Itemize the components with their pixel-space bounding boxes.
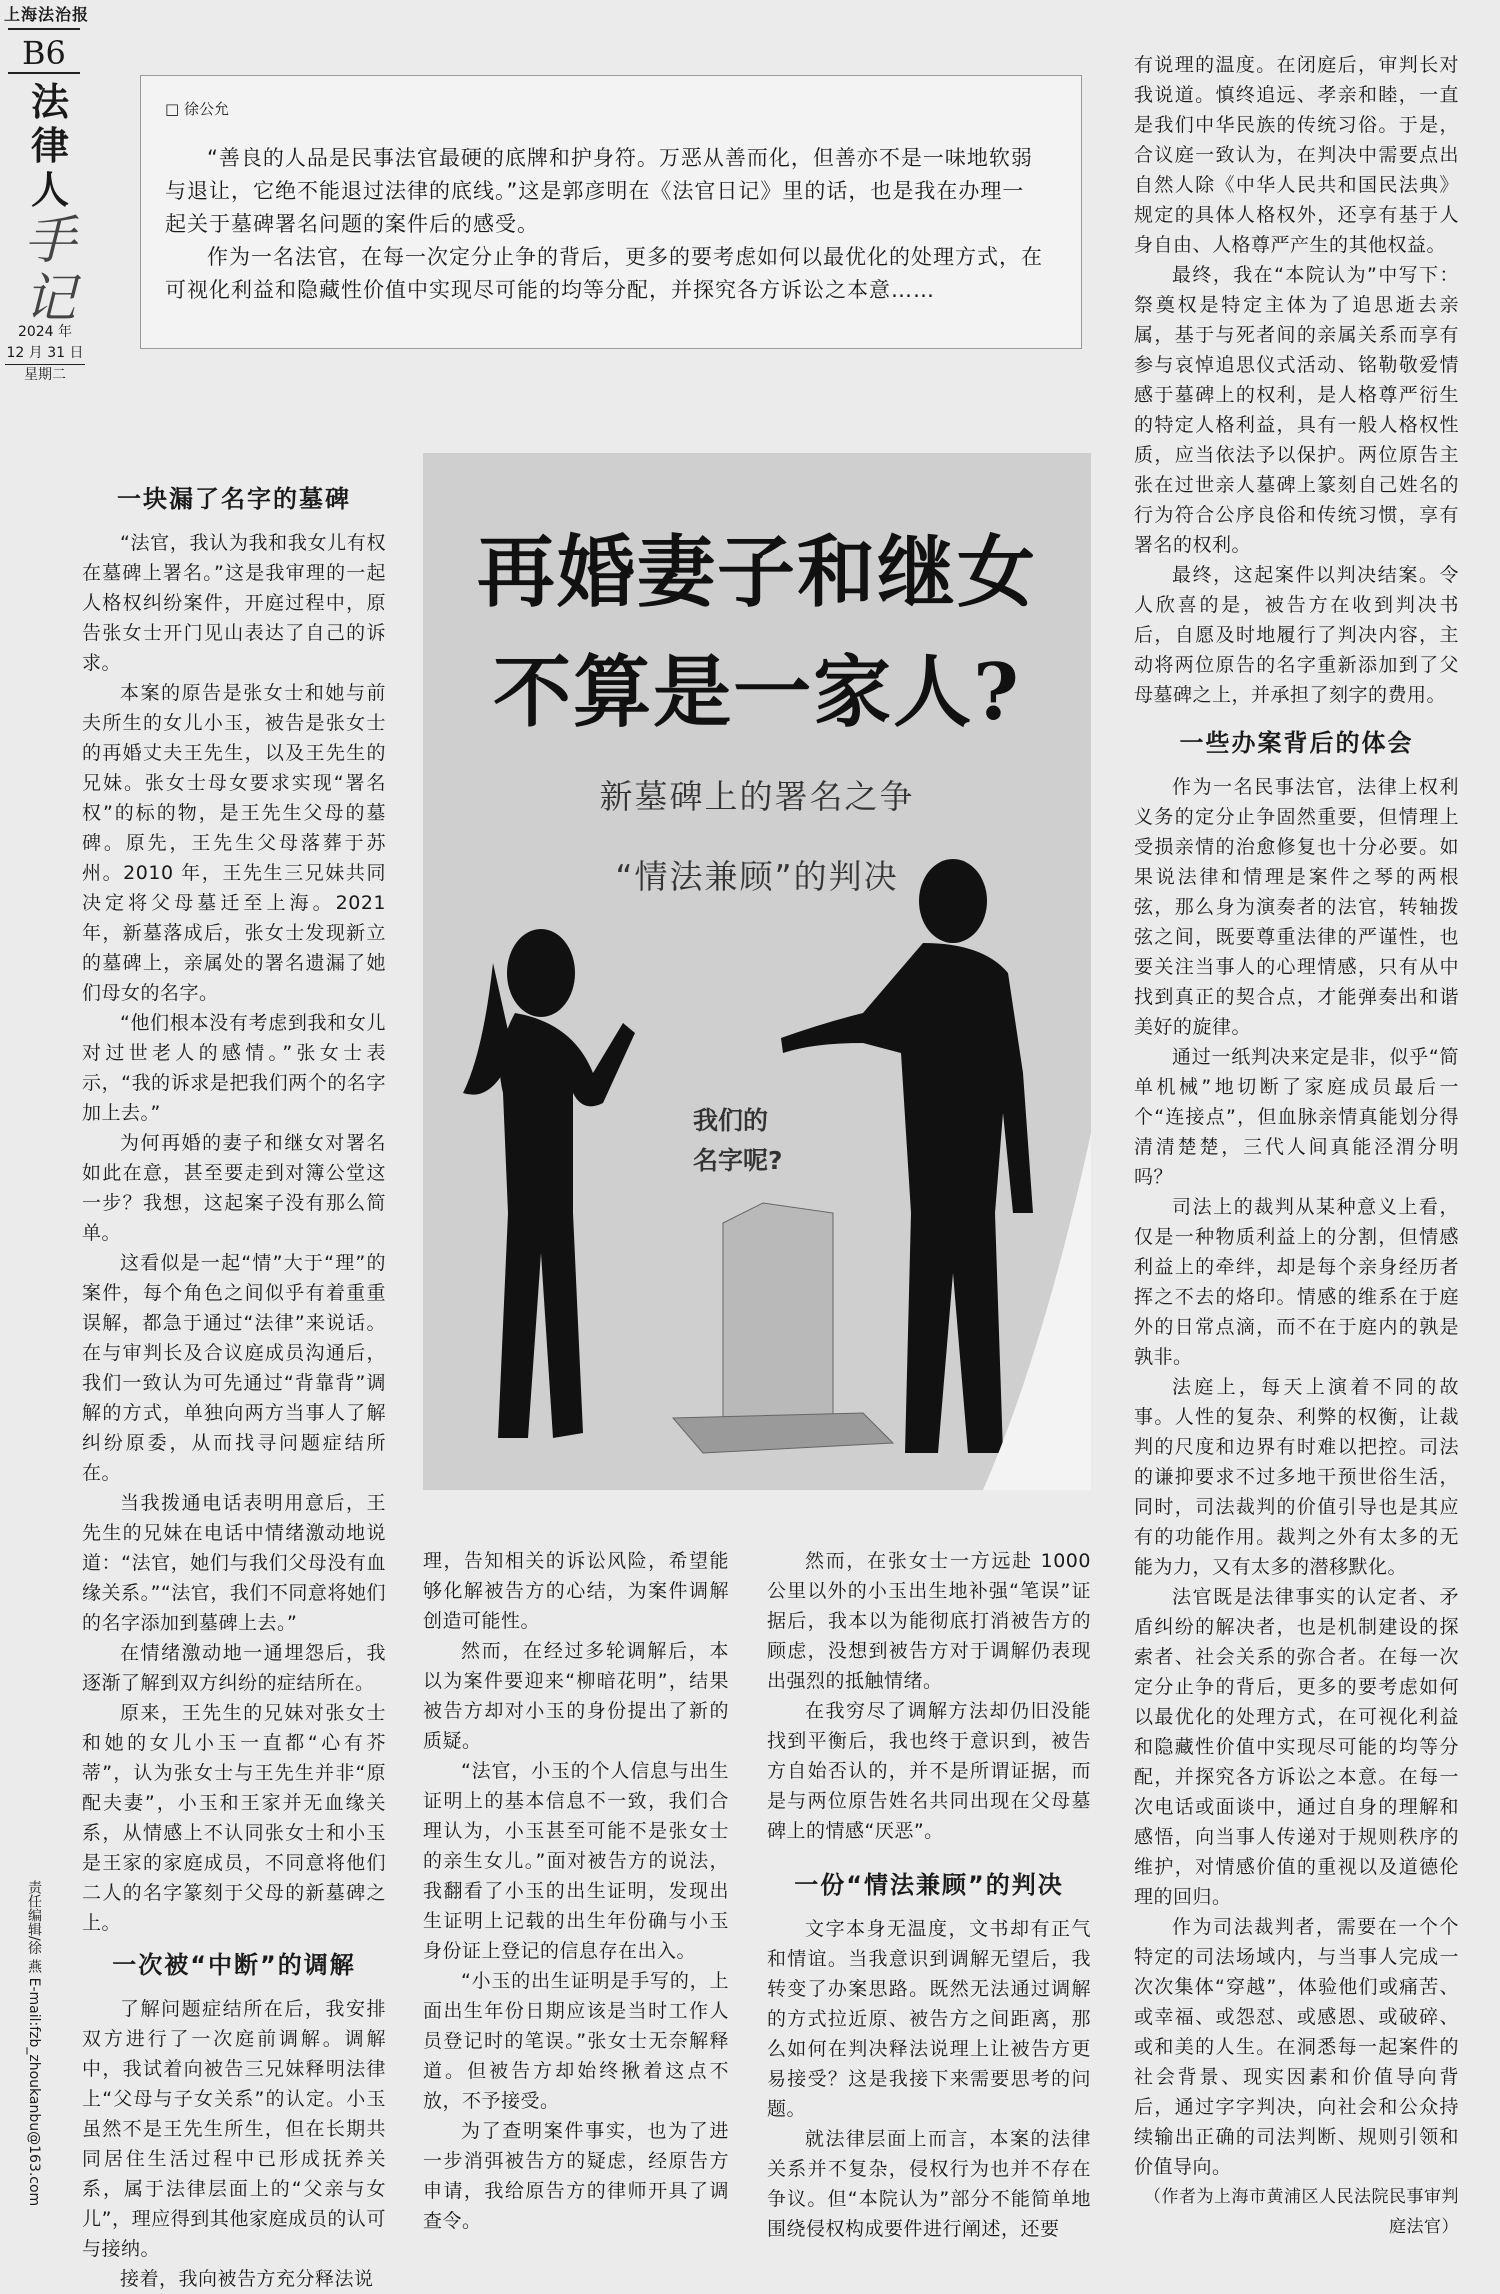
author-note: （作者为上海市黄浦区人民法院民事审判庭法官） bbox=[1144, 2187, 1459, 2237]
tombstone bbox=[673, 1203, 893, 1453]
paragraph: 作为司法裁判者，需要在一个个特定的司法场域内，与当事人完成一次次集体“穿越”，体验他们或痛苦、或幸福、或怨怼、或感恩、或破碎、或和美的人生。在洞悉每一起案件的社会背景、现实因素和价值导向背后，通过字字判决，向社会和公众持续输出正确的司法判断、规则引领和价值导向。 bbox=[1134, 1916, 1459, 2178]
section-heading: 一些办案背后的体会 bbox=[1179, 729, 1414, 757]
subheadline: 新墓碑上的署名之争 bbox=[599, 777, 915, 816]
paragraph: 然而，在经过多轮调解后，本以为案件要迎来“柳暗花明”，结果被告方却对小玉的身份提出了新的质疑。 bbox=[423, 1640, 729, 1752]
paragraph: 本案的原告是张女士和她与前夫所生的女儿小玉，被告是张女士的再婚丈夫王先生，以及王先生的兄妹。张女士母女要求实现“署名权”的标的物，是王先生父母的墓碑。原先，王先生父母落葬于苏州。2010 年，王先生三兄妹共同决定将父母墓迁至上海。2021 年，新墓落成后，张女士发现新立的墓碑上，亲属处的署名遗漏了她们母女的名字。 bbox=[82, 682, 386, 1004]
paragraph: 司法上的裁判从某种意义上看，仅是一种物质利益上的分割，但情感利益上的牵绊，却是每个亲身经历者挥之不去的烙印。情感的维系在于庭外的日常点滴，而不在于庭内的孰是孰非。 bbox=[1134, 1196, 1459, 1368]
divider bbox=[8, 28, 80, 30]
paragraph: “法官，我认为我和我女儿有权在墓碑上署名。”这是我审理的一起人格权纠纷案件，开庭过程中，原告张女士开门见山表达了自己的诉求。 bbox=[82, 532, 386, 674]
paragraph: 当我拨通电话表明用意后，王先生的兄妹在电话中情绪激动地说道：“法官，她们与我们父母没有血缘关系。”“法官，我们不同意将她们的名字添加到墓碑上去。” bbox=[82, 1492, 386, 1634]
paragraph: 最终，这起案件以判决结案。令人欣喜的是，被告方在收到判决书后，自愿及时地履行了判决内容，主动将两位原告的名字重新添加到了父母墓碑之上，并承担了刻字的费用。 bbox=[1134, 564, 1459, 706]
column-title-char: 法 bbox=[30, 79, 69, 124]
paragraph: 为了查明案件事实，也为了进一步消弭被告方的疑虑，经原告方申请，我给原告方的律师开具了调查令。 bbox=[423, 2120, 729, 2232]
paragraph: 在情绪激动地一通埋怨后，我逐渐了解到双方纠纷的症结所在。 bbox=[82, 1642, 386, 1694]
author-byline: □ 徐公允 bbox=[165, 100, 229, 118]
paragraph: 法庭上，每天上演着不同的故事。人性的复杂、利弊的权衡，让裁判的尺度和边界有时难以把控。司法的谦抑要求不过多地干预世俗生活，同时，司法裁判的价值引导也是其应有的功能作用。裁判之外有太多的无能为力，又有太多的潜移默化。 bbox=[1134, 1376, 1459, 1578]
paragraph: 通过一纸判决来定是非，似乎“简单机械”地切断了家庭成员最后一个“连接点”，但血脉亲情真能划分得清清楚楚，三代人间真能泾渭分明吗？ bbox=[1134, 1046, 1459, 1188]
column-2 bbox=[423, 1546, 729, 2236]
editor-credit: 责任编辑/徐 燕 E-mail:fzb_zhoukanbu@163.com bbox=[26, 1880, 42, 2207]
lead-paragraph: 作为一名法官，在每一次定分止争的背后，更多的要考虑如何以最优化的处理方式，在可视化利益和隐藏性价值中实现尽可能的均等分配，并探究各方诉讼之本意…… bbox=[165, 245, 1043, 302]
page-number: B6 bbox=[22, 34, 66, 72]
paragraph: 接着，我向被告方充分释法说 bbox=[120, 2268, 374, 2290]
paper-logo: 上海法治报 bbox=[4, 5, 90, 24]
paragraph: 这看似是一起“情”大于“理”的案件，每个角色之间似乎有着重重误解，都急于通过“法律”来说话。在与审判长及合议庭成员沟通后，我们一致认为可先通过“背靠背”调解的方式，单独向两方当事人了解纠纷原委，从而找寻问题症结所在。 bbox=[82, 1252, 386, 1484]
column-title bbox=[20, 80, 80, 328]
column-title-hand-char: 手 bbox=[23, 211, 76, 271]
paragraph: 为何再婚的妻子和继女对署名如此在意，甚至要走到对簿公堂这一步？我想，这起案子没有那么简单。 bbox=[82, 1132, 386, 1244]
section-heading: 一份“情法兼顾”的判决 bbox=[794, 1871, 1064, 1899]
paragraph: “他们根本没有考虑到我和女儿对过世老人的感情。”张女士表示，“我的诉求是把我们两个的名字加上去。” bbox=[82, 1012, 386, 1124]
column-title-char: 人 bbox=[30, 167, 69, 212]
paragraph: 文字本身无温度，文书却有正气和情谊。当我意识到调解无望后，我转变了办案思路。既然无法通过调解的方式拉近原、被告方之间距离，那么如何在判决释法说理上让被告方更易接受？这是我接下来需要思考的问题。 bbox=[767, 1918, 1091, 2120]
paragraph: “法官，小玉的个人信息与出生证明上的基本信息不一致，我们合理认为，小玉甚至可能不是张女士的亲生女儿。”面对被告方的说法，我翻看了小玉的出生证明，发现出生证明上记载的出生年份确与小玉身份证上登记的信息存在出入。 bbox=[423, 1760, 729, 1962]
date-weekday: 星期二 bbox=[24, 367, 66, 383]
column-1 bbox=[82, 472, 386, 2294]
paragraph: 原来，王先生的兄妹对张女士和她的女儿小玉一直都“心有芥蒂”，认为张女士与王先生并非“原配夫妻”，小玉和王家并无血缘关系，从情感上不认同张女士和小玉是王家的家庭成员，不同意将他们二人的名字篆刻于父母的新墓碑之上。 bbox=[82, 1702, 386, 1934]
silhouette-scene bbox=[423, 453, 1091, 1490]
paragraph: 理，告知相关的诉讼风险，希望能够化解被告方的心结，为案件调解创造可能性。 bbox=[423, 1550, 729, 1632]
paragraph: 在我穷尽了调解方法却仍旧没能找到平衡后，我也终于意识到，被告方自始否认的，并不是所谓证据，而是与两位原告姓名共同出现在父母墓碑上的情感“厌恶”。 bbox=[767, 1700, 1091, 1842]
paragraph: “小玉的出生证明是手写的，上面出生年份日期应该是当时工作人员登记时的笔误。”张女士无奈解释道。但被告方却始终揪着这点不放，不予接受。 bbox=[423, 1970, 729, 2112]
paragraph: 最终，我在“本院认为”中写下：祭奠权是特定主体为了追思逝去亲属，基于与死者间的亲属关系而享有参与哀悼追思仪式活动、铭勒敬爱情感于墓碑上的权利，是人格尊严衍生的特定人格利益，具有一般人格权性质，应当依法予以保护。两位原告主张在过世亲人墓碑上篆刻自己姓名的行为符合公序良俗和传统习惯，享有署名的权利。 bbox=[1134, 264, 1459, 556]
section-heading: 一块漏了名字的墓碑 bbox=[117, 485, 351, 513]
issue-date bbox=[5, 322, 85, 386]
divider bbox=[8, 72, 80, 74]
paragraph: 法官既是法律事实的认定者、矛盾纠纷的解决者，也是机制建设的探索者、社会关系的弥合者。在每一次定分止争的背后，更多的要考虑如何以最优化的处理方式，在可视化利益和隐藏性价值中实现尽可能的均等分配，并探究各方诉讼之本意。在每一次电话或面谈中，通过自身的理解和感悟，向当事人传递对于规则秩序的维护，对情感价值的重视以及道德伦理的回归。 bbox=[1134, 1586, 1459, 1908]
speech-bubble-text: 我们的 名字呢? bbox=[693, 1106, 783, 1175]
woman-silhouette bbox=[463, 929, 635, 1438]
lead-paragraph: “善良的人品是民事法官最硬的底牌和护身符。万恶从善而化，但善亦不是一味地软弱与退让，它绝不能退过法律的底线。”这是郭彦明在《法官日记》里的话，也是我在办理一起关于墓碑署名问题的案件后的感受。 bbox=[165, 146, 1033, 236]
paragraph: 然而，在张女士一方远赴 1000 公里以外的小玉出生地补强“笔误”证据后，我本以为能彻底打消被告方的顾虑，没想到被告方对于调解仍表现出强烈的抵触情绪。 bbox=[767, 1550, 1091, 1692]
column-3 bbox=[767, 1546, 1091, 2244]
headline-line: 不算是一家人? bbox=[493, 647, 1021, 738]
paragraph: 就法律层面上而言，本案的法律关系并不复杂，侵权行为也并不存在争议。但“本院认为”部分不能简单地围绕侵权构成要件进行阐述，还要 bbox=[767, 2128, 1091, 2240]
headline-line: 再婚妻子和继女 bbox=[476, 527, 1037, 618]
column-title-hand-char: 记 bbox=[23, 269, 76, 329]
subheadline: “情法兼顾”的判决 bbox=[615, 857, 899, 896]
section-heading: 一次被“中断”的调解 bbox=[112, 1951, 356, 1979]
date-year: 2024 年 bbox=[17, 324, 73, 340]
feature-illustration bbox=[423, 453, 1091, 1490]
column-title-char: 律 bbox=[30, 123, 69, 168]
column-4 bbox=[1134, 50, 1459, 2242]
date-day: 12 月 31 日 bbox=[5, 343, 85, 365]
paragraph: 了解问题症结所在后，我安排双方进行了一次庭前调解。调解中，我试着向被告三兄妹释明法律上“父母与子女关系”的认定。小玉虽然不是王先生所生，但在长期共同居住生活过程中已形成抚养关系，属于法律层面上的“父亲与女儿”，理应得到其他家庭成员的认可与接纳。 bbox=[82, 1998, 386, 2260]
lead-text bbox=[165, 142, 1045, 307]
paragraph: 有说理的温度。在闭庭后，审判长对我说道。慎终追远、孝亲和睦，一直是我们中华民族的传统习俗。于是，合议庭一致认为，在判决中需要点出自然人除《中华人民共和国民法典》规定的具体人格权外，还享有基于人身自由、人格尊严产生的其他权益。 bbox=[1134, 54, 1459, 256]
paragraph: 作为一名民事法官，法律上权利义务的定分止争固然重要，但情理上受损亲情的治愈修复也十分必要。如果说法律和情理是案件之琴的两根弦，那么身为演奏者的法官，转轴拨弦之间，既要尊重法律的严谨性，也要关注当事人的心理情感，只有从中找到真正的契合点，才能弹奏出和谐美好的旋律。 bbox=[1134, 776, 1459, 1038]
